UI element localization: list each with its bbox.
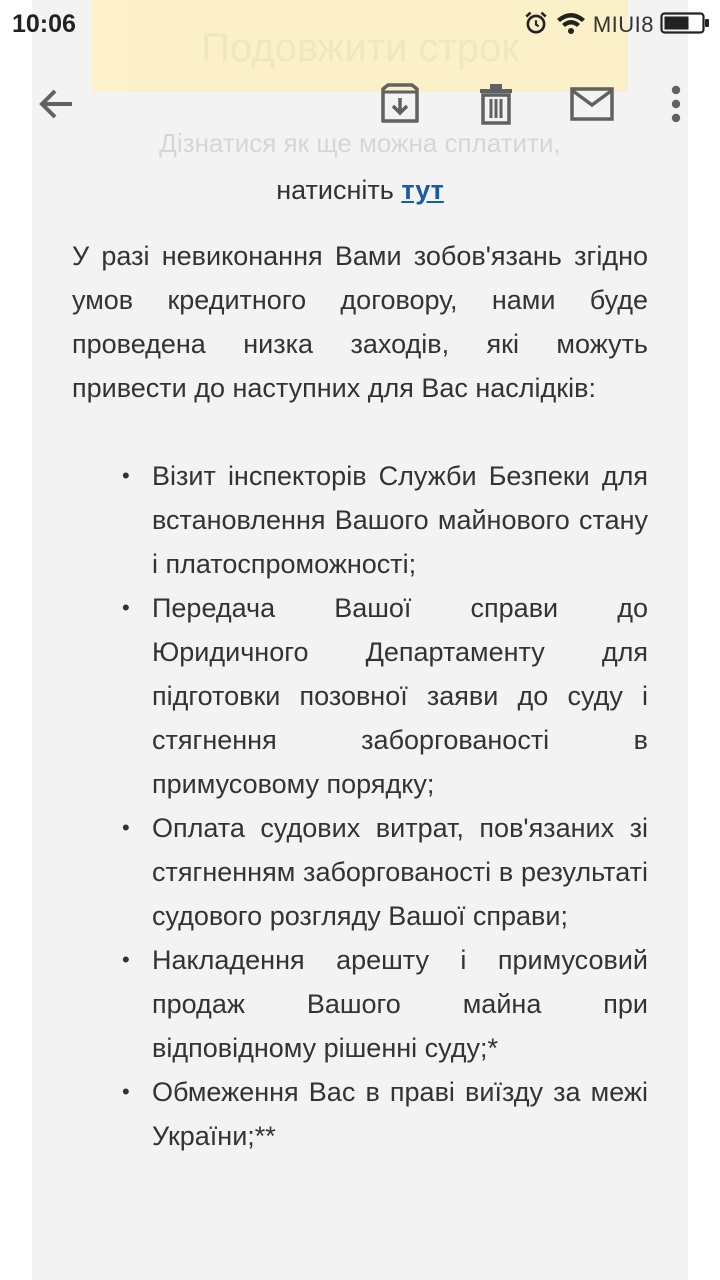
here-link[interactable]: тут — [401, 175, 444, 205]
status-time: 10:06 — [12, 10, 76, 38]
status-icons — [523, 8, 710, 42]
list-bullet: • — [122, 815, 130, 840]
list-item-text: Передача Вашої справи до Юридичного Департаменту для підготовки позовної заяви до суду і стягнення заборгованості в примусовому порядку; — [152, 593, 648, 799]
list-bullet: • — [122, 1079, 130, 1104]
wifi-icon — [555, 10, 587, 41]
list-bullet: • — [122, 595, 130, 620]
extend-term-button[interactable]: Подовжити строк — [92, 0, 628, 92]
list-item-text: Обмеження Вас в праві виїзду за межі України;** — [152, 1077, 648, 1151]
carrier-label: MIUI8 — [592, 12, 654, 37]
delete-button[interactable] — [470, 80, 522, 132]
list-item-text: Накладення арешту і примусовий продаж Вашого майна при відповідному рішенні суду;* — [152, 945, 648, 1063]
click-prefix: натисніть — [276, 175, 402, 205]
email-text — [72, 168, 648, 1158]
back-arrow-icon — [36, 84, 76, 129]
status-bar — [0, 0, 720, 50]
list-item-text: Візит інспекторів Служби Безпеки для встановлення Вашого майнового стану і платоспроможності; — [152, 461, 648, 579]
archive-button[interactable] — [374, 80, 426, 132]
list-item-text: Оплата судових витрат, пов'язаних зі стягненням заборгованості в результаті судового розгляду Вашої справи; — [152, 813, 648, 931]
list-item — [122, 1070, 648, 1158]
list-item — [122, 938, 648, 1070]
mail-icon — [570, 87, 614, 126]
more-options-button[interactable] — [650, 80, 702, 132]
battery-icon — [660, 11, 710, 40]
list-bullet: • — [122, 947, 130, 972]
intro-paragraph: У разі невиконання Вами зобов'язань згідно умов кредитного договору, нами буде проведена низка заходів, які можуть привести до наступних для Вас наслідків: — [72, 241, 648, 403]
archive-icon — [379, 83, 421, 130]
email-toolbar — [0, 56, 720, 156]
list-item — [122, 454, 648, 586]
consequences-list — [72, 454, 648, 1158]
alarm-icon — [523, 10, 549, 41]
list-item — [122, 586, 648, 806]
more-vert-icon — [670, 84, 682, 129]
list-bullet: • — [122, 463, 130, 488]
mark-unread-button[interactable] — [566, 80, 618, 132]
list-item — [122, 806, 648, 938]
payment-info-caption: Дізнатися як ще можна сплатити, — [159, 128, 561, 158]
payment-link-line — [72, 168, 648, 212]
back-button[interactable] — [30, 80, 82, 132]
delete-icon — [476, 83, 516, 130]
